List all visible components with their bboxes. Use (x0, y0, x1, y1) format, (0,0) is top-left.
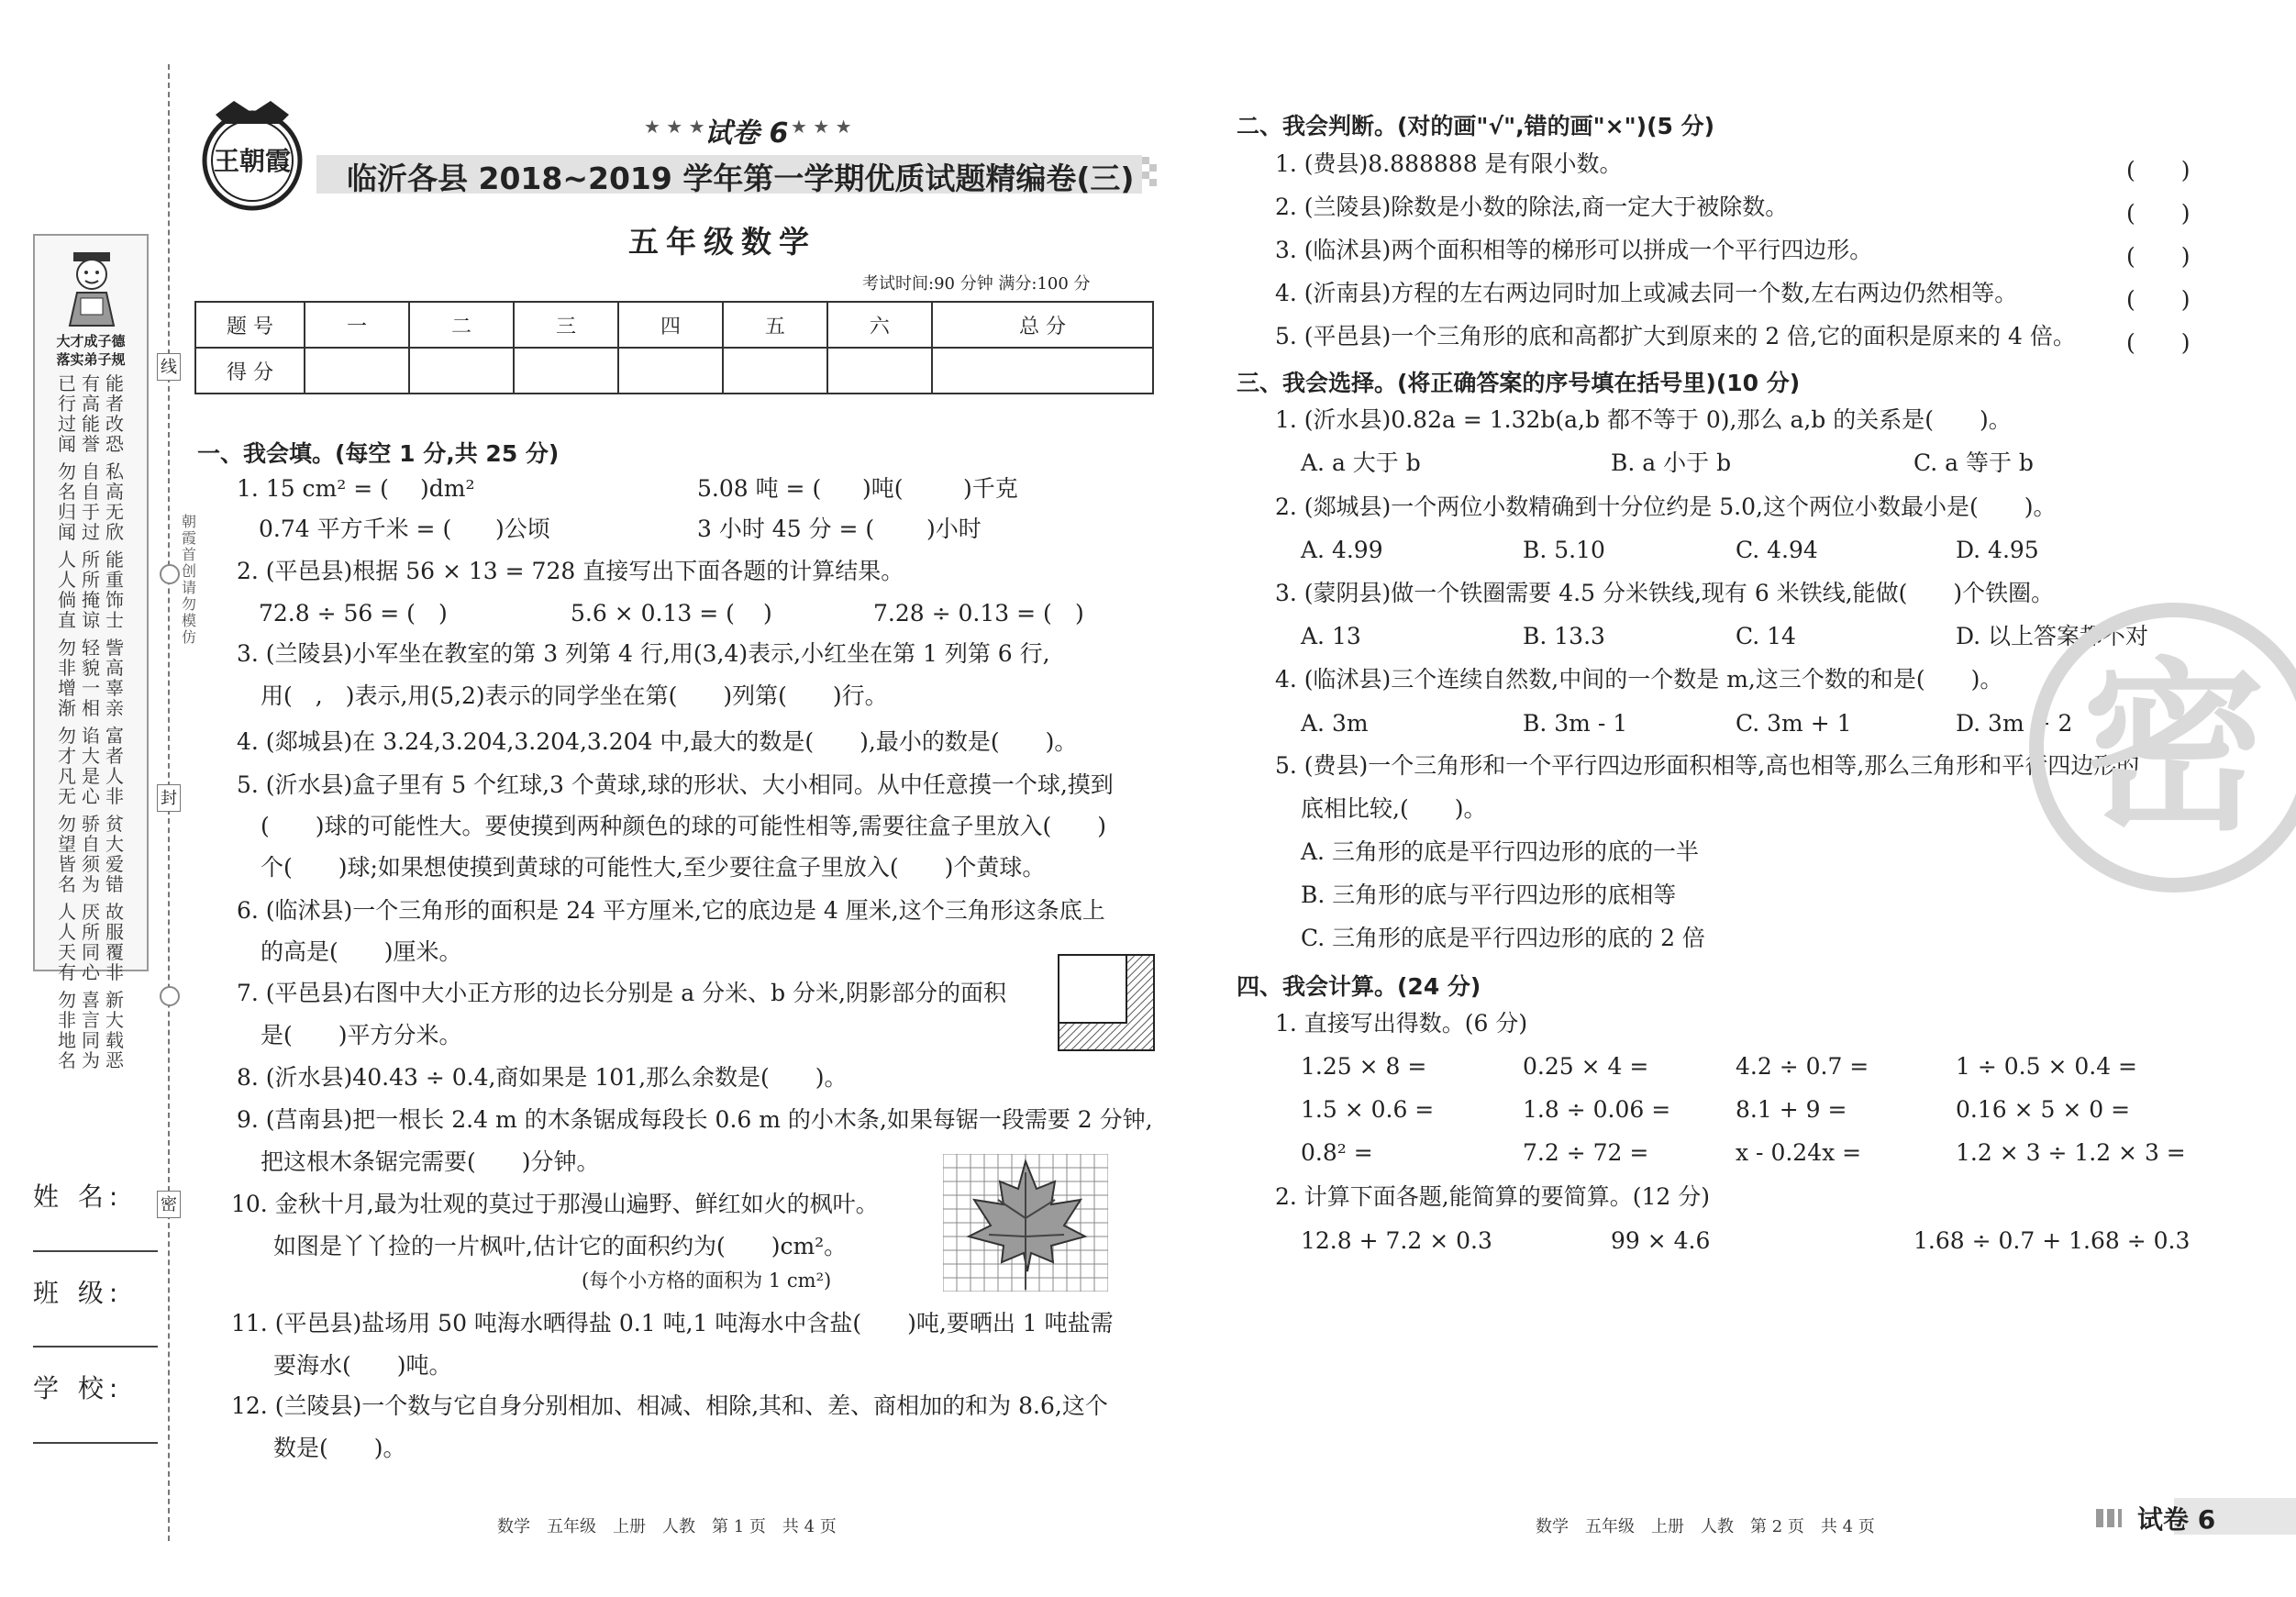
question-11: 11. (平邑县)盐场用 50 吨海水晒得盐 0.1 吨,1 吨海水中含盐( )吨,要晒出 1 吨盐需 (231, 1310, 1114, 1336)
question-6b: 的高是( )厘米。 (261, 938, 462, 965)
choice-option[interactable]: B. 5.10 (1523, 537, 1605, 563)
score-input[interactable] (514, 348, 618, 394)
score-input[interactable] (827, 348, 932, 394)
judge-question: 5. (平邑县)一个三角形的底和高都扩大到原来的 2 倍,它的面积是原来的 4 倍。 (1275, 323, 2076, 349)
class-field-label: 班 级: (33, 1278, 124, 1308)
choice-option[interactable]: A. 13 (1301, 623, 1361, 649)
score-cell: 总 分 (932, 302, 1153, 348)
judge-question: 2. (兰陵县)除数是小数的除法,商一定大于被除数。 (1275, 194, 1789, 220)
score-cell: 五 (723, 302, 827, 348)
choice-option[interactable]: D. 3m + 2 (1956, 710, 2073, 737)
calc-expression: 1.5 × 0.6 = (1301, 1096, 1435, 1123)
calc-expression: 1.2 × 3 ÷ 1.2 × 3 = (1956, 1139, 2186, 1166)
calc-part-2: 2. 计算下面各题,能简算的要简算。(12 分) (1275, 1183, 1711, 1210)
question-1b-unit: )小时 (926, 516, 982, 542)
calc-item: 99 × 4.6 (1611, 1227, 1711, 1254)
motto-column: 贫大爱错 (105, 813, 124, 895)
question-3b: 用( , )表示,用(5,2)表示的同学坐在第( )列第( )行。 (261, 682, 888, 709)
score-cell: 得 分 (195, 348, 305, 394)
motto-column: 能者改恐 (105, 372, 124, 455)
choice-question-5b: 底相比较,( )。 (1301, 795, 1487, 822)
question-7: 7. (平邑县)右图中大小正方形的边长分别是 a 分米、b 分米,阴影部分的面积 (237, 980, 1007, 1006)
motto-column: 喜言同为 (82, 989, 100, 1071)
choice-option[interactable]: A. a 大于 b (1301, 449, 1421, 476)
vertical-note: 朝霞首创 请勿模仿 (182, 513, 197, 646)
question-1b-unit: )公顷 (495, 516, 550, 542)
question-12: 12. (兰陵县)一个数与它自身分别相加、相减、相除,其和、差、商相加的和为 8.6,这个 (231, 1392, 1108, 1419)
question-2-item: ) (438, 600, 448, 627)
choice-option[interactable]: C. 4.94 (1736, 537, 1818, 563)
section-2-heading: 二、我会判断。(对的画"√",错的画"×")(5 分) (1237, 113, 1715, 139)
motto-column: 人人天有 (58, 901, 76, 983)
score-header-row (195, 302, 1153, 348)
seal-mark-secret: 密 (157, 1191, 181, 1218)
calc-item: 1.68 ÷ 0.7 + 1.68 ÷ 0.3 (1913, 1227, 2191, 1254)
motto-column: 勿非地名 (58, 989, 76, 1071)
secret-stamp-icon (2023, 596, 2296, 899)
motto-column: 勿才凡无 (58, 725, 76, 807)
question-2-item: 72.8 ÷ 56 = ( (259, 600, 416, 627)
section-3-heading: 三、我会选择。(将正确答案的序号填在括号里)(10 分) (1237, 370, 1801, 396)
judge-answer-box[interactable]: ( ) (2126, 243, 2191, 270)
choice-option[interactable]: D. 以上答案都不对 (1956, 623, 2149, 649)
calc-expression: 7.2 ÷ 72 = (1523, 1139, 1649, 1166)
question-4: 4. (郯城县)在 3.24,3.204,3.204,3.204 中,最大的数是( ),最小的数是( )。 (237, 728, 1078, 755)
choice-option[interactable]: B. a 小于 b (1611, 449, 1732, 476)
calc-expression: 0.16 × 5 × 0 = (1956, 1096, 2131, 1123)
motto-column: 自自于过 (82, 460, 100, 543)
section-1-heading: 一、我会填。(每空 1 分,共 25 分) (197, 440, 560, 467)
series-stars: ★ ★ ★ (644, 116, 705, 138)
choice-option[interactable]: A. 三角形的底是平行四边形的底的一半 (1301, 838, 1699, 865)
page-title: 临沂各县 2018~2019 学年第一学期优质试题精编卷(三) (347, 161, 1135, 196)
choice-option[interactable]: B. 三角形的底与平行四边形的底相等 (1301, 882, 1677, 908)
question-9b: 把这根木条锯完需要( )分钟。 (261, 1148, 600, 1175)
corner-tag: 试卷 6 (2137, 1504, 2216, 1535)
question-1-unit: )dm² (420, 475, 475, 502)
question-5: 5. (沂水县)盒子里有 5 个红球,3 个黄球,球的形状、大小相同。从中任意摸一个球,摸到 (237, 771, 1114, 798)
question-11b: 要海水( )吨。 (273, 1352, 452, 1379)
brand-logo (183, 96, 321, 216)
calc-expression: 0.8² = (1301, 1139, 1373, 1166)
question-8: 8. (沂水县)40.43 ÷ 0.4,商如果是 101,那么余数是( )。 (237, 1064, 848, 1091)
choice-option[interactable]: B. 13.3 (1523, 623, 1605, 649)
question-1: 1. 15 cm² = ( (237, 475, 389, 502)
judge-answer-box[interactable]: ( ) (2126, 200, 2191, 227)
motto-column: 勿望皆名 (58, 813, 76, 895)
judge-answer-box[interactable]: ( ) (2126, 157, 2191, 183)
question-10: 10. 金秋十月,最为壮观的莫过于那漫山遍野、鲜红如火的枫叶。 (231, 1191, 879, 1217)
score-input[interactable] (723, 348, 827, 394)
motto-column: 富者人非 (105, 725, 124, 807)
svg-text:王朝霞: 王朝霞 (213, 146, 292, 176)
calc-expression: 0.25 × 4 = (1523, 1053, 1649, 1080)
question-2-item: 7.28 ÷ 0.13 = ( (873, 600, 1052, 627)
question-1: 5.08 吨 = ( (697, 475, 822, 502)
choice-option[interactable]: A. 3m (1301, 710, 1369, 737)
binding-hole-icon (160, 564, 180, 584)
exam-info: 考试时间:90 分钟 满分:100 分 (862, 274, 1091, 294)
school-field[interactable] (33, 1442, 158, 1444)
motto-column: 新大载恶 (105, 989, 124, 1071)
score-value-row (195, 348, 1153, 394)
page-footer-right: 数学 五年级 上册 人教 第 2 页 共 4 页 (1536, 1517, 1875, 1536)
question-1b: 0.74 平方千米 = ( (259, 516, 452, 542)
question-2-item: 5.6 × 0.13 = ( (571, 600, 735, 627)
motto-title: 落实弟子规 (56, 351, 126, 368)
question-12b: 数是( )。 (273, 1435, 406, 1461)
page-footer-left: 数学 五年级 上册 人教 第 1 页 共 4 页 (497, 1517, 837, 1536)
score-cell: 题 号 (195, 302, 305, 348)
question-2: 2. (平邑县)根据 56 × 13 = 728 直接写出下面各题的计算结果。 (237, 558, 904, 584)
choice-question-2: 2. (郯城县)一个两位小数精确到十分位约是 5.0,这个两位小数最小是( )。 (1275, 494, 2057, 520)
choice-option[interactable]: B. 3m - 1 (1523, 710, 1628, 737)
calc-expression: 1.8 ÷ 0.06 = (1523, 1096, 1671, 1123)
scholar-illustration-icon (55, 245, 128, 327)
score-cell: 二 (409, 302, 514, 348)
question-2-item: ) (1075, 600, 1084, 627)
score-cell: 三 (514, 302, 618, 348)
question-7b: 是( )平方分米。 (261, 1022, 462, 1048)
score-cell: 六 (827, 302, 932, 348)
question-3: 3. (兰陵县)小军坐在教室的第 3 列第 4 行,用(3,4)表示,小红坐在第 1 列第 6 行, (237, 640, 1050, 667)
calc-expression: 8.1 + 9 = (1736, 1096, 1847, 1123)
judge-question: 3. (临沭县)两个面积相等的梯形可以拼成一个平行四边形。 (1275, 237, 1873, 263)
choice-question-1: 1. (沂水县)0.82a = 1.32b(a,b 都不等于 0),那么 a,b 的关系是( )。 (1275, 406, 2012, 433)
binding-hole-icon (160, 986, 180, 1006)
motto-column: 所所掩谅 (82, 549, 100, 631)
motto-column: 私高无欣 (105, 460, 124, 543)
seal-mark-line: 线 (157, 353, 181, 381)
question-1-unit: )千克 (963, 475, 1018, 502)
choice-option[interactable]: D. 4.95 (1956, 537, 2039, 563)
calc-expression: 1 ÷ 0.5 × 0.4 = (1956, 1053, 2137, 1080)
motto-column: 勿名归闻 (58, 460, 76, 543)
choice-question-3: 3. (蒙阴县)做一个铁圈需要 4.5 分米铁线,现有 6 米铁线,能做( )个铁圈。 (1275, 580, 2055, 606)
series-label: 试卷 6 (704, 117, 789, 150)
motto-panel (33, 234, 149, 1071)
subject-title: 五年级数学 (628, 224, 816, 260)
question-5c: 个( )球;如果想使摸到黄球的可能性大,至少要往盒子里放入( )个黄球。 (261, 854, 1046, 881)
name-field-label: 姓 名: (33, 1181, 124, 1212)
choice-question-5: 5. (费县)一个三角形和一个平行四边形面积相等,高也相等,那么三角形和平行四边形的 (1275, 752, 2140, 779)
motto-column: 已行过闻 (58, 372, 76, 455)
score-input[interactable] (305, 348, 409, 394)
calc-expression: 1.25 × 8 = (1301, 1053, 1427, 1080)
school-field-label: 学 校: (33, 1373, 124, 1403)
motto-column: 能重饰士 (105, 549, 124, 631)
judge-answer-box[interactable]: ( ) (2126, 329, 2191, 356)
series-stars: ★ ★ ★ (791, 116, 852, 138)
question-2-item: ) (763, 600, 772, 627)
calc-expression: x - 0.24x = (1736, 1139, 1862, 1166)
judge-question: 4. (沂南县)方程的左右两边同时加上或减去同一个数,左右两边仍然相等。 (1275, 280, 2018, 306)
name-field[interactable] (33, 1250, 158, 1252)
motto-column: 谄大是心 (82, 725, 100, 807)
question-10b: 如图是丫丫捡的一片枫叶,估计它的面积约为( )cm²。 (273, 1233, 848, 1259)
motto-column: 厌所同心 (82, 901, 100, 983)
maple-leaf-grid-figure (943, 1154, 1108, 1292)
question-10c: (每个小方格的面积为 1 cm²) (582, 1270, 832, 1292)
calc-expression: 4.2 ÷ 0.7 = (1736, 1053, 1869, 1080)
score-input[interactable] (409, 348, 514, 394)
score-cell: 四 (618, 302, 723, 348)
class-field[interactable] (33, 1346, 158, 1347)
choice-question-4: 4. (临沭县)三个连续自然数,中间的一个数是 m,这三个数的和是( )。 (1275, 666, 2003, 693)
judge-question: 1. (费县)8.888888 是有限小数。 (1275, 150, 1623, 177)
calc-part-1: 1. 直接写出得数。(6 分) (1275, 1010, 1528, 1037)
motto-column: 轻貌一相 (82, 637, 100, 719)
question-9: 9. (莒南县)把一根长 2.4 m 的木条锯成每段长 0.6 m 的小木条,如果每锯一段需要 2 分钟, (237, 1106, 1153, 1133)
motto-column: 故服覆非 (105, 901, 124, 983)
corner-dots (2096, 1509, 2122, 1527)
motto-column: 骄自须为 (82, 813, 100, 895)
question-6: 6. (临沭县)一个三角形的面积是 24 平方厘米,它的底边是 4 厘米,这个三角形这条底上 (237, 897, 1105, 924)
squares-figure (1058, 954, 1155, 1051)
score-input[interactable] (932, 348, 1153, 394)
question-1-unit: )吨( (862, 475, 904, 502)
motto-column: 勿非增渐 (58, 637, 76, 719)
seal-mark-seal: 封 (157, 784, 181, 812)
choice-option[interactable]: C. 三角形的底是平行四边形的底的 2 倍 (1301, 925, 1705, 951)
choice-option[interactable]: C. a 等于 b (1913, 449, 2034, 476)
score-input[interactable] (618, 348, 723, 394)
question-5b: ( )球的可能性大。要使摸到两种颜色的球的可能性相等,需要往盒子里放入( ) (261, 813, 1106, 839)
svg-text:密: 密 (2081, 642, 2267, 856)
choice-option[interactable]: C. 14 (1736, 623, 1796, 649)
choice-option[interactable]: C. 3m + 1 (1736, 710, 1852, 737)
score-table (194, 301, 1154, 394)
judge-answer-box[interactable]: ( ) (2126, 286, 2191, 313)
choice-option[interactable]: A. 4.99 (1301, 537, 1383, 563)
motto-column: 有高能誉 (82, 372, 100, 455)
motto-column: 人人倘直 (58, 549, 76, 631)
section-4-heading: 四、我会计算。(24 分) (1237, 973, 1481, 1000)
motto-column: 訾高辜亲 (105, 637, 124, 719)
question-1b: 3 小时 45 分 = ( (697, 516, 875, 542)
calc-item: 12.8 + 7.2 × 0.3 (1301, 1227, 1492, 1254)
score-cell: 一 (305, 302, 409, 348)
motto-title: 大才成子德 (56, 333, 126, 349)
